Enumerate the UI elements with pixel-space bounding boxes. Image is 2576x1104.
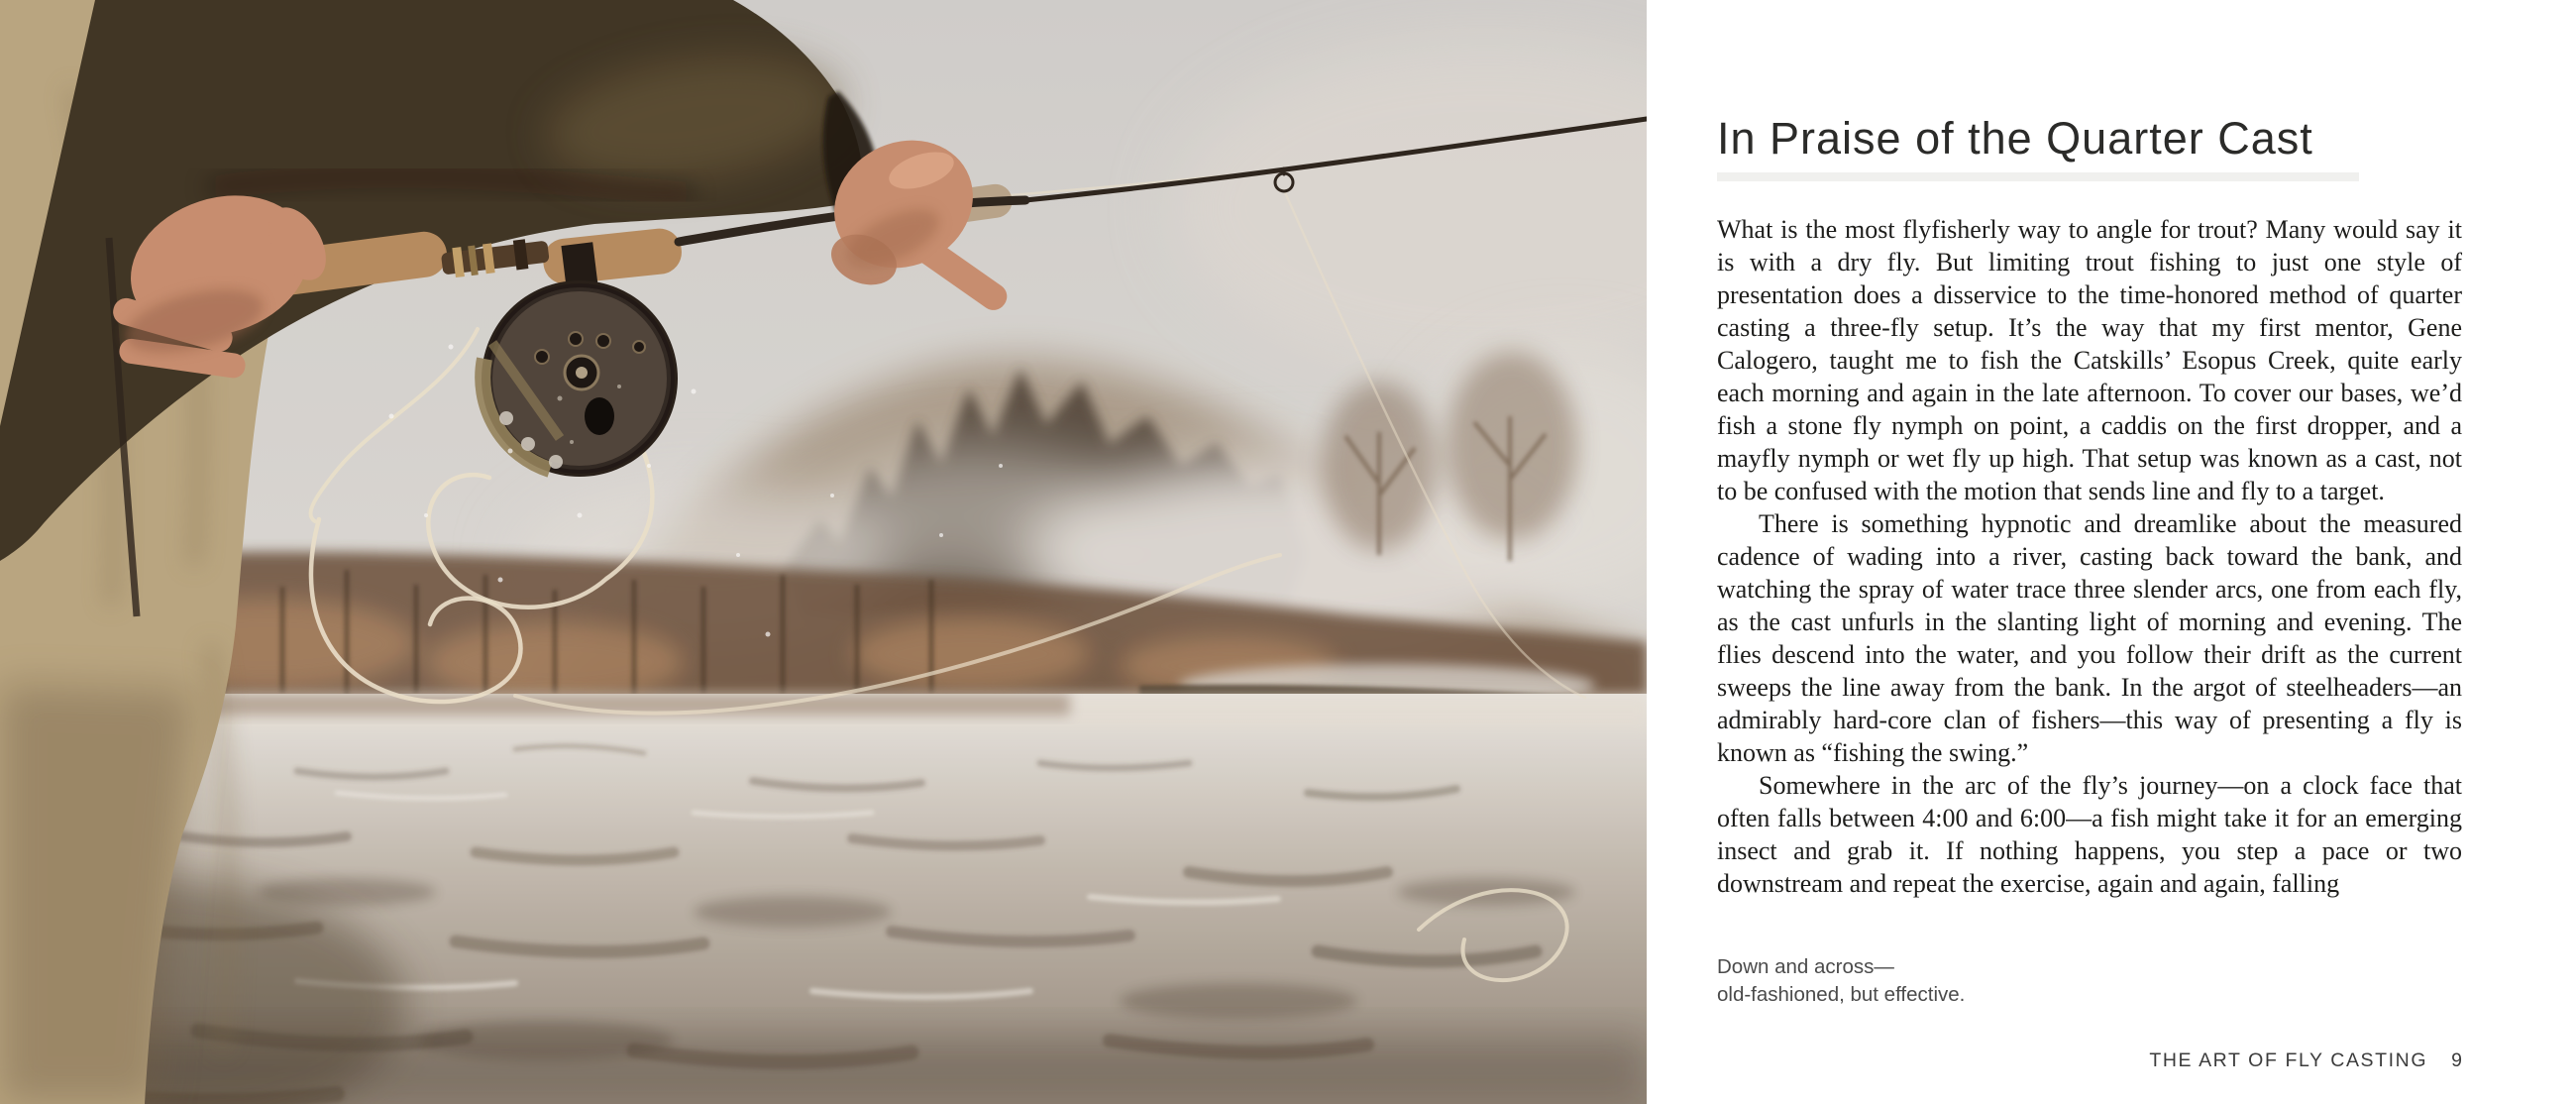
- running-footer: [2149, 1049, 2462, 1072]
- body-paragraph: Somewhere in the arc of the fly’s journey—on a clock face that often falls between 4:00 and 6:00—a fish might take it for an emerging insect and grab it. If nothing happens, you step a pace or two downstream and repeat the exercise, again and again, falling: [1717, 771, 2462, 898]
- title-rule: [1717, 172, 2359, 181]
- body-text: [1717, 213, 2462, 900]
- body-paragraph: There is something hypnotic and dreamlike about the measured cadence of wading into a river, casting back toward the bank, and watching the spray of water trace three slender arcs, one from each fly, as the cast unfurls in the slanting light of morning and evening. The flies descend into the water, and you follow their drift as the current sweeps the line away from the bank. In the argot of steelheaders—an admirably hard-core clan of fishers—this way of presenting a fly is known as “fishing the swing.”: [1717, 509, 2462, 767]
- chapter-title: In Praise of the Quarter Cast: [1717, 113, 2313, 164]
- caption-line: old-fashioned, but effective.: [1717, 983, 1966, 1006]
- running-title: THE ART OF FLY CASTING: [2149, 1049, 2428, 1071]
- body-paragraph: What is the most flyfisherly way to angle for trout? Many would say it is with a dry fly. But limiting trout fishing to just one style of presentation does a disservice to the time-honored method of quarter casting a three-fly setup. It’s the way that my first mentor, Gene Calogero, taught me to fish the Catskills’ Esopus Creek, quite early each morning and again in the late afternoon. To cover our bases, we’d fish a stone fly nymph on point, a caddis on the first dropper, and a mayfly nymph or wet fly up high. That setup was known as a cast, not to be confused with the motion that sends line and fly to a target.: [1717, 215, 2462, 505]
- text-page: [1647, 0, 2576, 1104]
- caption-line: Down and across—: [1717, 955, 1894, 978]
- photo-caption: [1717, 953, 1965, 1009]
- page-number: 9: [2451, 1049, 2462, 1071]
